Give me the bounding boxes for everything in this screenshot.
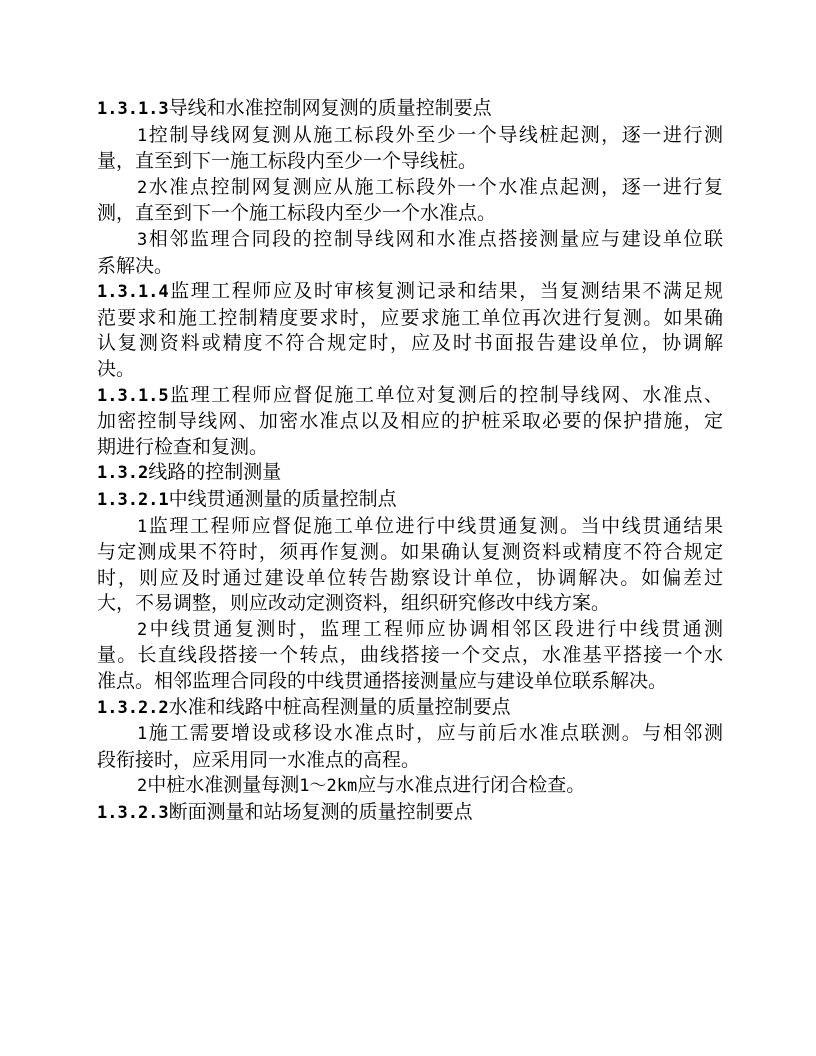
heading-1-3-2: 1.3.2线路的控制测量	[97, 461, 282, 484]
paragraph-line: 系解决。	[97, 254, 174, 277]
heading-1-3-1-5: 1.3.1.5监理工程师应督促施工单位对复测后的控制导线网、水准点、	[97, 383, 723, 406]
paragraph-line: 1施工需要增设或移设水准点时，应与前后水准点联测。与相邻测	[137, 722, 723, 745]
paragraph-line: 测，直至到下一个施工标段内至少一个水准点。	[97, 202, 497, 225]
heading-1-3-2-1: 1.3.2.1中线贯通测量的质量控制点	[97, 487, 397, 510]
paragraph-line: 大，不易调整，则应改动定测资料，组织研究修改中线方案。	[97, 592, 611, 615]
heading-1-3-2-2: 1.3.2.2水准和线路中桩高程测量的质量控制要点	[97, 695, 511, 718]
paragraph-line: 决。	[97, 357, 136, 380]
paragraph-line: 与定测成果不符时，须再作复测。如果确认复测资料或精度不符合规定	[97, 541, 723, 564]
paragraph-line: 时，则应及时通过建设单位转告勘察设计单位，协调解决。如偏差过	[97, 566, 723, 589]
paragraph-line: 2中桩水准测量每测1～2km应与水准点进行闭合检查。	[137, 774, 586, 797]
paragraph-line: 量。长直线段搭接一个转点，曲线搭接一个交点，水准基平搭接一个水	[97, 644, 723, 667]
paragraph-line: 1监理工程师应督促施工单位进行中线贯通复测。当中线贯通结果	[137, 514, 723, 537]
paragraph-line: 1控制导线网复测从施工标段外至少一个导线桩起测，逐一进行测	[137, 123, 723, 146]
paragraph-line: 认复测资料或精度不符合规定时，应及时书面报告建设单位，协调解	[97, 332, 723, 355]
heading-1-3-1-4: 1.3.1.4监理工程师应及时审核复测记录和结果，当复测结果不满足规	[97, 280, 723, 303]
heading-1-3-2-3: 1.3.2.3断面测量和站场复测的质量控制要点	[97, 801, 473, 824]
paragraph-line: 期进行检查和复测。	[97, 435, 269, 458]
paragraph-line: 准点。相邻监理合同段的中线贯通搭接测量应与建设单位联系解决。	[97, 670, 668, 693]
document-page	[97, 96, 723, 827]
paragraph-line: 范要求和施工控制精度要求时，应要求施工单位再次进行复测。如果确	[97, 306, 723, 329]
paragraph-line: 段衔接时，应采用同一水准点的高程。	[97, 748, 421, 771]
paragraph-line: 3相邻监理合同段的控制导线网和水准点搭接测量应与建设单位联	[137, 227, 723, 250]
paragraph-line: 2中线贯通复测时，监理工程师应协调相邻区段进行中线贯通测	[137, 617, 723, 640]
heading-1-3-1-3: 1.3.1.3导线和水准控制网复测的质量控制要点	[97, 97, 492, 119]
paragraph-line: 加密控制导线网、加密水准点以及相应的护桩采取必要的保护措施，定	[97, 410, 723, 433]
paragraph-line: 量，直至到下一施工标段内至少一个导线桩。	[97, 150, 478, 173]
paragraph-line: 2水准点控制网复测应从施工标段外一个水准点起测，逐一进行复	[137, 175, 723, 198]
